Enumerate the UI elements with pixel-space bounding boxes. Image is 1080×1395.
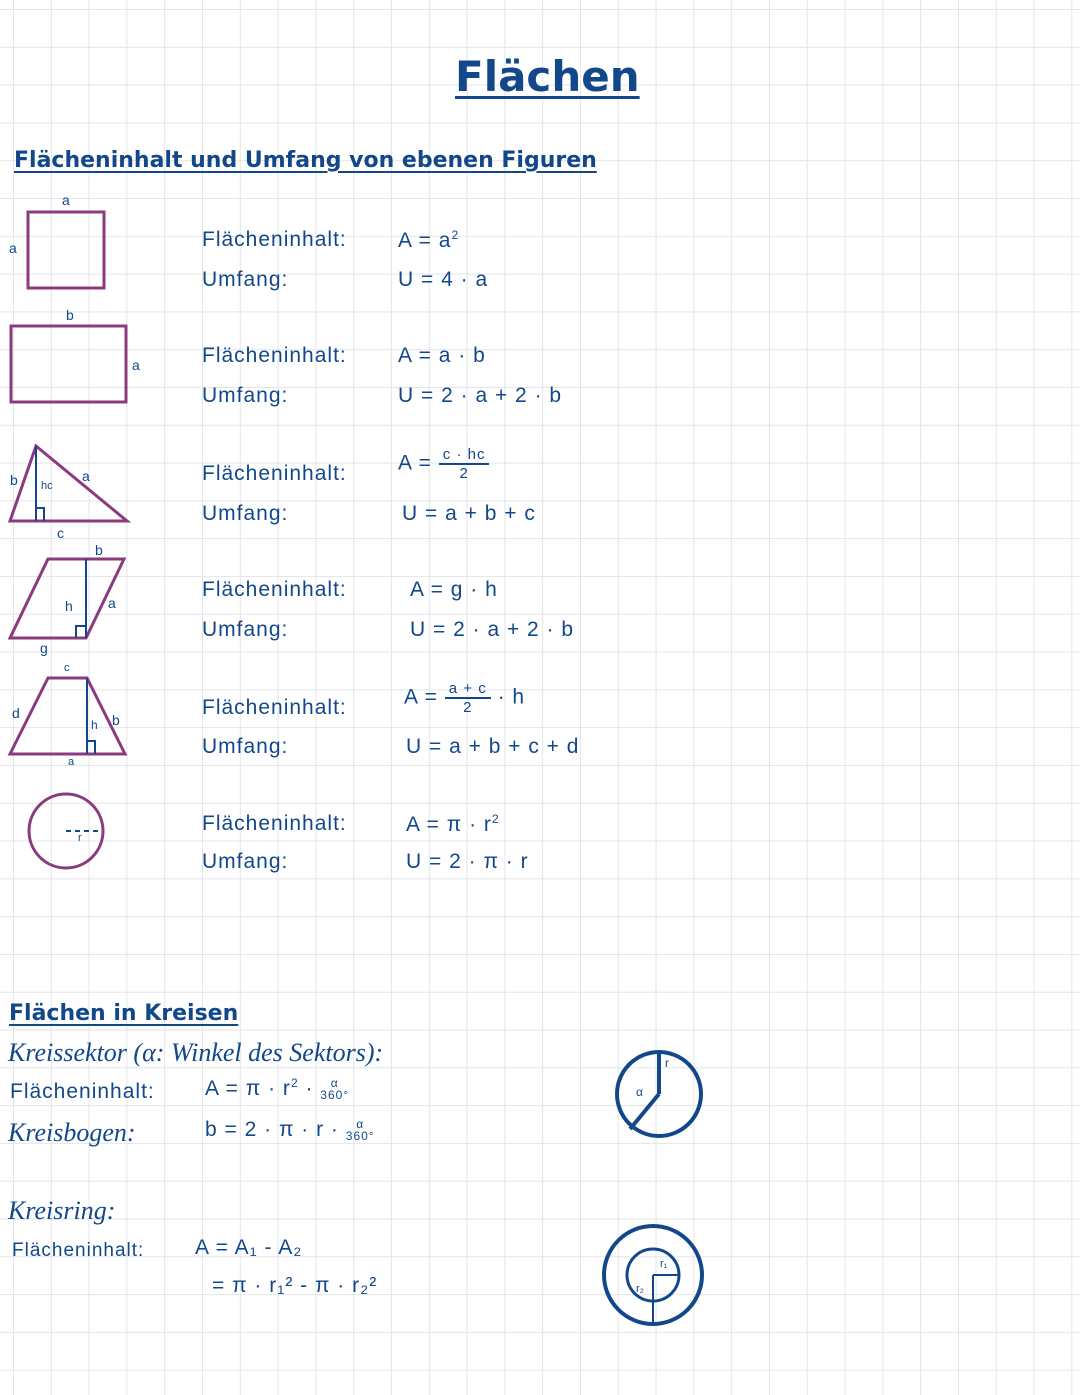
area-label: Flächeninhalt:	[202, 696, 347, 719]
parallelogram-label-a: a	[108, 595, 116, 611]
ring-label-r2: r₂	[636, 1283, 644, 1295]
area-label: Flächeninhalt:	[202, 462, 347, 485]
trapezoid-label-h: h	[91, 718, 98, 732]
section-heading-circles: Flächen in Kreisen	[9, 1001, 239, 1026]
rectangle-label-right: a	[132, 357, 140, 373]
circle-area-formula: $A = \pi \cdot r^2$	[406, 812, 500, 836]
parallelogram-label-g: g	[40, 640, 48, 656]
square-area-formula: $A = a^2$	[398, 228, 460, 252]
triangle-area-formula: A = $\frac{c \cdot hc}{2}$	[398, 446, 489, 482]
triangle-perimeter-formula: U = a + b + c	[402, 502, 536, 525]
trapezoid-area-formula: A = $\frac{a + c}{2}$ · h	[404, 680, 526, 716]
circle-perimeter-formula: U = 2 · π · r	[406, 850, 529, 873]
rectangle-shape	[11, 326, 126, 402]
triangle-label-b: b	[10, 472, 18, 488]
sector-title: Kreissektor (α: Winkel des Sektors):	[8, 1038, 384, 1067]
ring-area-label: Flächeninhalt:	[12, 1240, 145, 1261]
parallelogram-perimeter-formula: U = 2 · a + 2 · b	[410, 618, 575, 641]
trapezoid-label-d: d	[12, 705, 20, 721]
area-label: Flächeninhalt:	[202, 578, 347, 601]
area-label: Flächeninhalt:	[202, 228, 347, 251]
arc-formula: b = 2 · π · r · α 360°	[205, 1117, 375, 1144]
parallelogram-area-formula: A = g · h	[410, 578, 498, 601]
area-label: Flächeninhalt:	[202, 344, 347, 367]
arc-label: Kreisbogen:	[8, 1118, 136, 1147]
parallelogram-label-h: h	[65, 598, 73, 614]
square-label-top: a	[62, 192, 70, 208]
sector-label-alpha: α	[636, 1085, 643, 1099]
triangle-shape	[10, 446, 127, 521]
perimeter-label: Umfang:	[202, 268, 289, 291]
trapezoid-shape	[10, 678, 125, 754]
sector-area-label: Flächeninhalt:	[10, 1080, 155, 1103]
trapezoid-label-b: b	[112, 712, 120, 728]
triangle-label-a: a	[82, 468, 90, 484]
circle-label-r: r	[78, 832, 82, 844]
rectangle-perimeter-formula: U = 2 · a + 2 · b	[398, 384, 563, 407]
perimeter-label: Umfang:	[202, 384, 289, 407]
perimeter-label: Umfang:	[202, 618, 289, 641]
trapezoid-perimeter-formula: U = a + b + c + d	[406, 735, 580, 758]
ring-label-r1: r₁	[660, 1258, 668, 1270]
ring-area-formula-line1: A = A₁ - A₂	[195, 1236, 303, 1259]
perimeter-label: Umfang:	[202, 850, 289, 873]
triangle-label-c: c	[57, 525, 64, 541]
square-perimeter-formula: U = 4 · a	[398, 268, 489, 291]
sector-area-formula: $A = \pi \cdot r^2$ · α 360°	[205, 1076, 350, 1103]
section-heading-figures: Flächeninhalt und Umfang von ebenen Figuren	[14, 148, 597, 173]
ring-title: Kreisring:	[8, 1196, 116, 1225]
perimeter-label: Umfang:	[202, 735, 289, 758]
sector-label-r: r	[665, 1056, 669, 1070]
parallelogram-label-b: b	[95, 542, 103, 558]
rectangle-area-formula: A = a · b	[398, 344, 486, 367]
square-shape	[28, 212, 104, 288]
perimeter-label: Umfang:	[202, 502, 289, 525]
area-label: Flächeninhalt:	[202, 812, 347, 835]
square-label-left: a	[9, 240, 17, 256]
rectangle-label-top: b	[66, 307, 74, 323]
ring-area-formula-line2: = π · r₁² - π · r₂²	[212, 1274, 378, 1297]
triangle-label-hc: hc	[41, 480, 53, 492]
trapezoid-label-a: a	[68, 756, 75, 768]
page-title: Flächen	[455, 52, 640, 101]
trapezoid-label-c: c	[64, 662, 70, 674]
